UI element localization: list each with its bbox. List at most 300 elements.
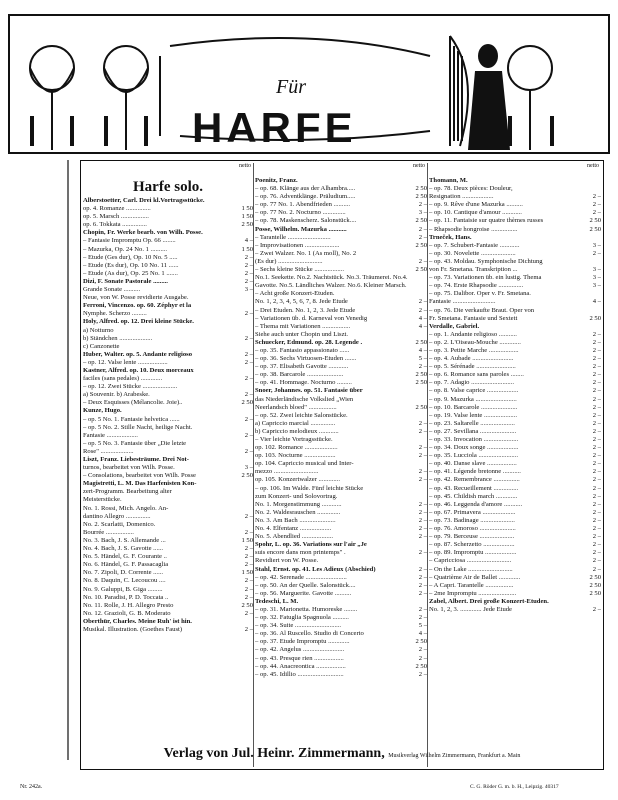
catalog-entry [429,266,601,274]
entry-title: Alberstoetter, Carl. Drei kl.Vortragsstücke. [83,197,205,204]
entry-price [235,521,253,529]
catalog-entry [83,561,253,569]
catalog-entry [255,258,427,266]
entry-price: 2 50 [589,581,601,589]
entry-price: 3 – [592,266,601,274]
catalog-entry [429,590,601,598]
entry-title: – op. 11. Fantaisie sur quatre thèmes russes [429,217,544,225]
entry-title: – op. 5 No. 2. Stille Nacht, heilige Nacht. [83,423,193,431]
entry-title: No. 7. Zipoli, D. Corrente ...... [83,569,164,577]
entry-title: Verdalle, Gabriel. [429,322,480,330]
entry-price: 2 – [418,427,427,435]
catalog-entry [83,383,253,391]
entry-price: 2 – [418,500,427,508]
entry-price [409,493,427,501]
catalog-entry [429,485,601,493]
catalog-entry [83,424,253,432]
entry-title: a) Souvenir. b) Arabeske. [83,391,150,399]
catalog-entry [429,379,601,387]
entry-title: No. 1, 2, 3. ............. Jede Etude [429,605,512,613]
entry-price: 2 – [592,371,601,379]
entry-price: 2 – [418,201,427,209]
catalog-entry [255,177,427,185]
catalog-entry [83,521,253,529]
entry-price: 2 – [244,310,253,318]
netto-label: netto [587,163,599,169]
entry-price [583,598,601,606]
catalog-entry [429,339,601,347]
catalog-entry [429,274,601,282]
catalog-entry [429,185,601,193]
catalog-entry [83,480,253,488]
entry-price: 2 – [418,581,427,589]
entry-price: 2 – [592,525,601,533]
catalog-entry [255,242,427,250]
entry-price [235,440,253,448]
entry-price: 2 – [244,585,253,593]
catalog-entry [255,226,427,234]
entry-title: – op. 23. Saltarelle ..................... [429,419,515,427]
catalog-entry [255,282,427,290]
entry-price [235,480,253,488]
entry-title: – op. 30. Novelette ..................... [429,249,516,257]
catalog-entry [83,610,253,618]
catalog-entry [255,468,427,476]
catalog-entry [255,379,427,387]
catalog-entry [255,185,427,193]
entry-price: 2 50 [415,241,427,249]
catalog-entry [255,460,427,468]
catalog-entry [429,347,601,355]
entry-title: – op. 45. Idillio ............................ [255,670,344,678]
entry-title: – op. 10. Barcarole ...................... [429,403,518,411]
catalog-entry [255,493,427,501]
catalog-entry [83,399,253,407]
entry-price: 2 – [418,452,427,460]
catalog-entry [429,209,601,217]
entry-price: 4 – [418,314,427,322]
entry-title: – Acht große Konzert-Etuden. [255,290,335,298]
catalog-entry [83,237,253,245]
entry-title: – op. 68. Klänge aus der Alhambra..... [255,185,356,193]
entry-title: Nymphe. Scherzo ......... [83,310,147,318]
entry-title: No. 1. Rossi, Mich. Angelo. An- [83,504,169,512]
entry-title: – Capricciosa ........................... [429,557,512,565]
entry-price: 2 – [592,338,601,346]
entry-title: – op. 78. Maskenscherz. Salonstück.... [255,217,357,225]
catalog-entry [83,513,253,521]
entry-title: Tedeschi, L. M. [255,597,299,605]
catalog-entry [255,355,427,363]
entry-title: von Fr. Smetana. Transkription ... [429,266,518,274]
entry-price: 5 – [418,355,427,363]
title-banner [8,14,610,154]
entry-title: No. 9. Galuppi, B. Giga ......... [83,585,163,593]
entry-price [235,343,253,351]
entry-title: – op. 9. Rêve d'une Mazurka .......... [429,201,523,209]
entry-price [583,185,601,193]
entry-title: No. 4. Bach, J. S. Gavotte ...... [83,545,164,553]
entry-title: – op. 87. Scherzetto ................... [429,541,515,549]
catalog-entry [429,509,601,517]
entry-title: – Mazurka, Op. 24 No. 1 .......... [83,245,168,253]
entry-title: Gavotte. No.5. Ländliches Walzer. No.6. Kleiner Marsch. [255,282,407,290]
catalog-entry [83,529,253,537]
catalog-entry [83,335,253,343]
entry-price [235,618,253,626]
entry-title: No. 8. Daquin, C. Lecoucou .... [83,577,166,585]
catalog-entry [255,485,427,493]
entry-title: Kastner, Alfred. op. 10. Deux morceaux [83,366,194,374]
catalog-entry [429,525,601,533]
entry-price: 2 – [244,593,253,601]
entry-price [583,258,601,266]
entry-title: turnos, bearbeitet von Wilh. Posse. [83,464,175,472]
entry-price: 4 – [418,322,427,330]
entry-price: 2 – [592,484,601,492]
entry-price [409,290,427,298]
catalog-entry [429,193,601,201]
catalog-entry [429,517,601,525]
entry-price: 2 – [592,533,601,541]
entry-title: Thomann, M. [429,177,468,184]
entry-title: Neerlandsch bloed" ................. [255,403,337,411]
catalog-entry [429,476,601,484]
catalog-entry [429,226,601,234]
catalog-entry [83,367,253,375]
entry-title: – op. 73. Variationen üb. ein lustig. Thema [429,274,542,282]
catalog-entry [429,371,601,379]
catalog-entry [83,432,253,440]
entry-price: 2 – [418,654,427,662]
catalog-entry [255,274,427,282]
entry-title: – op. 34. Doux songe ................... [429,444,519,452]
catalog-entry [255,444,427,452]
entry-price: 4 – [418,630,427,638]
entry-title: – op. 75. Dalibor. Oper v. Fr. Smetana. [429,290,531,298]
entry-title: – A Capri. Tarantelle ................. [429,581,514,589]
entry-title: – op. 6. Romance sans paroles ........ [429,371,524,379]
entry-price: 2 – [244,447,253,455]
entry-price: 1 50 [241,245,253,253]
entry-price: 2 50 [415,217,427,225]
catalog-entry [429,404,601,412]
catalog-entry [429,250,601,258]
entry-title: No. 12. Grazioli, G. B. Moderato [83,609,171,617]
section-title: Harfe solo. [133,179,203,195]
entry-title: – Drei Etuden. No. 1, 2, 3. Jede Etude [255,306,356,314]
catalog-entry [429,557,601,565]
entry-price: 1 50 [241,213,253,221]
entry-title: – op. 35. Fantasio appassionato ...... [255,346,350,354]
entry-price: 2 – [418,670,427,678]
entry-title: – On the Lake ........................... [429,565,513,573]
entry-title: – op. 5 No. 3. Fantasie über „Die letzte [83,439,187,447]
catalog-entry [83,375,253,383]
catalog-entry [83,464,253,472]
catalog-entry [83,496,253,504]
entry-title: – op. 42. Remembrance ................ [429,476,520,484]
entry-price: 2 50 [415,379,427,387]
catalog-entry [429,606,601,614]
entry-title: – op. 2. L'Oiseau-Mouche ............. [429,338,521,346]
entry-title: Zabel, Albert. Drei große Konzert-Etuden. [429,597,549,605]
catalog-entry [83,537,253,545]
entry-price: 2 – [244,350,253,358]
entry-price: 3 – [592,241,601,249]
entry-price: 2 – [418,589,427,597]
entry-title: – op. 73. Badinage ..................... [429,516,515,524]
entry-title: op. 105. Konzertwalzer ............. [255,476,340,484]
entry-price: 2 – [244,609,253,617]
entry-title: – Consolations, bearbeitet von Wilh. Posse [83,472,196,480]
entry-title: op. 102. Romance .................... [255,444,338,452]
entry-price: 2 – [418,306,427,314]
entry-title: No. 1. Morgenstimmung ............ [255,500,342,508]
entry-price: 4 – [244,237,253,245]
printer-note: C. G. Röder G. m. b. H., Leipzig. 40317 [470,784,559,790]
catalog-entry [255,234,427,242]
entry-title: – op. 37. Elisabeth Gavotte ............ [255,363,349,371]
catalog-entry [429,290,601,298]
entry-title: Holy, Alfred. op. 12. Drei kleine Stücke. [83,318,194,326]
entry-price: 2 – [592,508,601,516]
catalog-entry [83,586,253,594]
entry-price: 2 – [418,565,427,573]
catalog-entry [255,646,427,654]
entry-title: – op. 9. Mazurka ......................... [429,395,517,403]
catalog-entry [255,509,427,517]
entry-price: 2 – [418,233,427,241]
entry-title: – Sechs kleine Stücke .................. [255,266,345,274]
entry-price: 1 50 [241,205,253,213]
entry-price: 2 – [244,512,253,520]
entry-title: Fr. Smetana. Fantasie und Sextett [429,314,518,322]
entry-title: – op. 12. Zwei Stücke ..................... [83,383,178,391]
entry-title: – 2me Impromptu ....................... [429,589,517,597]
catalog-entry [83,553,253,561]
entry-price: 2 – [418,363,427,371]
entry-title: No. 3. Bach, J. S. Allemande ... [83,536,166,544]
catalog-entry [83,602,253,610]
entry-price [409,460,427,468]
entry-price [235,407,253,415]
catalog-entry [429,177,601,185]
catalog-entry [255,428,427,436]
catalog-entry [255,501,427,509]
catalog-entry [83,302,253,310]
entry-title: Poenitz, Franz. [255,177,298,184]
entry-title: – op. 5 No. 1. Fantasie helvetica ...... [83,415,180,423]
entry-price: 2 – [592,403,601,411]
entry-title: – op. 5. Sérénade ........................ [429,363,516,371]
entry-title: das Niederländische Volkslied „Wien [255,395,354,403]
entry-title: – op. 52. Zwei leichte Salonstücke. [255,411,348,419]
entry-title: – op. 8. Valse caprice ................... [429,387,519,395]
entry-price [235,294,253,302]
entry-price: 2 50 [415,371,427,379]
entry-price: 2 – [592,249,601,257]
entry-price: 2 50 [241,221,253,229]
catalog-entry [255,671,427,679]
catalog-entry [83,488,253,496]
entry-price: 2 – [418,646,427,654]
entry-title: No. 5. Händel, G. F. Courante .. [83,553,167,561]
entry-price [409,485,427,493]
catalog-entry [429,201,601,209]
catalog-entry [429,420,601,428]
entry-price: 2 – [244,261,253,269]
entry-title: Fantasie .......................... [429,298,496,306]
entry-price [409,557,427,565]
entry-price: 3 – [592,282,601,290]
entry-title: – op. 43. Recueillement ............... [429,484,519,492]
catalog-entry [429,323,601,331]
entry-title: dantino Allegro ............... [83,512,151,520]
entry-price: 2 – [592,565,601,573]
entry-price: 2 – [592,444,601,452]
entry-price: 2 – [244,269,253,277]
entry-price: 2 50 [589,217,601,225]
entry-title: – op. 31. Marionetta. Humoreske ........ [255,605,358,613]
entry-price: 2 – [592,395,601,403]
entry-price: 2 50 [415,338,427,346]
entry-title: – op. 7. Adagio .......................... [429,379,514,387]
entry-title: – op. 42. Serenade ......................... [255,573,347,581]
catalog-entry [255,630,427,638]
entry-price [409,598,427,606]
entry-title: – op. 19. Valse lente .................... [429,411,517,419]
entry-price [409,396,427,404]
entry-price [409,541,427,549]
entry-price: 2 – [244,561,253,569]
entry-title: – op. 76. Die verkaufte Braut. Oper von [429,306,535,314]
entry-title: mezzo ........................... [255,468,319,476]
catalog-entry [255,412,427,420]
entry-title: – op. 41. Légende bretonne ........... [429,468,521,476]
catalog-entry [429,258,601,266]
entry-price: 2 – [592,346,601,354]
entry-price: 2 50 [415,193,427,201]
entry-title: Magistretti, L. M. Das Harfenisten Kon- [83,480,197,488]
entry-title: suis encore dans mon printemps" . [255,549,346,557]
catalog-entry [83,262,253,270]
entry-title: – op. 45. Childish march ............. [429,492,518,500]
entry-price: 2 50 [415,638,427,646]
entry-price [235,302,253,310]
entry-title: Revidiert von W. Posse. [255,557,319,565]
catalog-entry [83,448,253,456]
entry-title: – Etude (As dur), Op. 25 No. 1 ....... [83,269,178,277]
entry-title: No. 11. Rolle, J. H. Allegro Presto [83,601,174,609]
entry-title: – op. 34. Suite ............................ [255,622,342,630]
entry-price [409,331,427,339]
entry-price: 2 50 [589,225,601,233]
catalog-entry [255,339,427,347]
catalog-entry [83,254,253,262]
entry-price [235,456,253,464]
catalog-entry [429,412,601,420]
entry-price [583,234,601,242]
catalog-entry [83,310,253,318]
entry-price [583,290,601,298]
catalog-entry [83,343,253,351]
entry-price: 2 – [244,545,253,553]
entry-title: Chopin, Fr. Werke bearb. von Wilh. Posse. [83,229,203,237]
entry-title: – op. 36. Al Ruscello. Studio di Concerto [255,630,364,638]
entry-price: 2 – [418,605,427,613]
catalog-entry [255,404,427,412]
entry-price: 2 – [244,358,253,366]
entry-price: 2 – [592,193,601,201]
entry-title: – op. 38. Barcarole ...................... [255,371,344,379]
entry-title: – Etude (Es dur), Op. 10 No. 11 ...... [83,261,179,269]
catalog-entry [83,205,253,213]
entry-price [583,177,601,185]
entry-price: 4 – [418,346,427,354]
catalog-entry [255,290,427,298]
catalog-entry [255,452,427,460]
entry-title: Siehe auch unter Chopin und Liszt. [255,330,349,338]
catalog-entry [255,606,427,614]
entry-price: 2 – [244,431,253,439]
catalog-entry [429,234,601,242]
entry-price [409,436,427,444]
entry-title: Oberthür, Charles. Meine Ruh' ist hin. [83,617,192,625]
entry-title: op. 4. Romanze ............... [83,205,151,213]
catalog-entry [255,541,427,549]
catalog-entry [429,452,601,460]
entry-price: 2 – [592,541,601,549]
entry-title: – op. 27. Sevillana ...................... [429,427,517,435]
catalog-entry [83,456,253,464]
entry-price: 2 – [244,415,253,423]
catalog-entry [429,493,601,501]
catalog-entry [429,566,601,574]
column-1 [83,163,254,767]
entry-title: – op. 106. Im Walde. Fünf leichte Stücke [255,484,364,492]
entry-price: 1 50 [241,569,253,577]
entry-title: – op. 56. Marguerite. Gavotte .......... [255,589,352,597]
entry-title: Kunze, Hugo. [83,407,122,415]
entry-price [235,488,253,496]
entry-title: b) Capriccio melodieux ............ [255,427,339,435]
entry-title: – op. 33. Invocation ..................... [429,436,519,443]
catalog-entry [429,363,601,371]
entry-title: No. 1, 2, 3, 4, 5, 6, 7, 8. Jede Etude [255,298,348,306]
catalog-entry [255,574,427,582]
entry-title: Dizi, F. Sonate Pastorale ......... [83,277,168,285]
entry-price: 2 – [592,460,601,468]
entry-price: 2 50 [589,589,601,597]
entry-price: 2 – [244,253,253,261]
entry-title: No.1. Seekette. No.2. Nachtstück. No.3. Träumerei. No.4. [255,274,408,282]
entry-price: 3 – [418,209,427,217]
entry-price [409,387,427,395]
entry-title: No. 4. Elfentanz ................... [255,525,332,533]
entry-price: 2 50 [415,662,427,670]
entry-title: – op. 78. Deux pièces: Douleur, [429,185,513,193]
catalog-entry [255,363,427,371]
entry-title: – op. 1. Andante religioso ........... [429,330,517,338]
entry-title: – op. 35. Lucciola ........................ [429,452,519,460]
entry-price: 2 – [592,201,601,209]
entry-price: 2 – [244,277,253,285]
entry-price [235,229,253,237]
entry-price: 3 – [244,286,253,294]
entry-price [583,323,601,331]
entry-price: 1 50 [241,536,253,544]
